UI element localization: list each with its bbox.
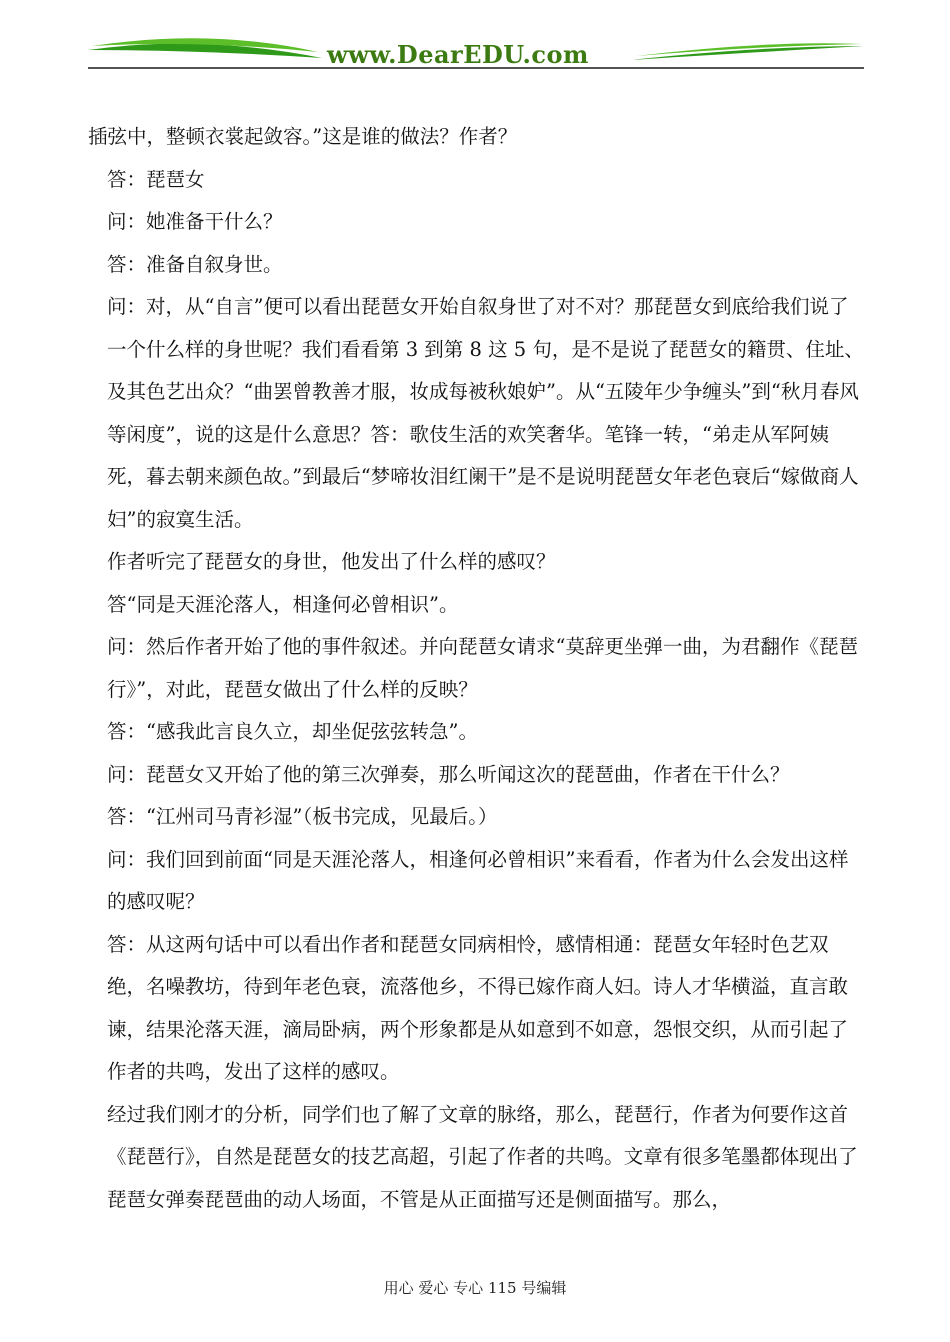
page-header <box>0 0 950 80</box>
paragraph: 插弦中，整顿衣裳起敛容。”这是谁的做法？作者？ <box>88 125 518 148</box>
paragraph: 答：从这两句话中可以看出作者和琵琶女同病相怜，感情相通：琵琶女年轻时色艺双绝，名噪教坊，待到年老色衰，流落他乡，不得已嫁作商人妇。诗人才华横溢，直言敢谏，结果沦落天涯，滴局卧病，两个形象都是从如意到不如意，怨恨交织，从而引起了作者的共鸣，发出了这样的感叹。 <box>107 932 849 1083</box>
paragraph: 问：我们回到前面“同是天涯沦落人，相逢何必曾相识”来看看，作者为什么会发出这样的感叹呢？ <box>107 847 849 913</box>
paragraph: 问：琵琶女又开始了他的第三次弹奏，那么听闻这次的琵琶曲，作者在干什么？ <box>107 762 790 786</box>
paragraph: 问：她准备干什么？ <box>107 210 283 233</box>
paragraph: 答：准备自叙身世。 <box>107 252 283 276</box>
paragraph: 答：琵琶女 <box>107 167 205 191</box>
paragraph: 经过我们刚才的分析，同学们也了解了文章的脉络，那么，琵琶行，作者为何要作这首《琵琶行》，自然是琵琶女的技艺高超，引起了作者的共鸣。文章有很多笔墨都体现出了琵琶女弹奏琵琶曲的动人场面，不管是从正面描写还是侧面描写。那么， <box>107 1102 858 1211</box>
paragraph: 答：“江州司马青衫湿”（板书完成，见最后。） <box>107 805 498 828</box>
document-body <box>88 116 866 1221</box>
paragraph: 答“同是天涯沦落人，相逢何必曾相识”。 <box>107 592 459 616</box>
paragraph: 问：然后作者开始了他的事件叙述。并向琵琶女请求“莫辞更坐弹一曲，为君翻作《琵琶行》”，对此，琵琶女做出了什么样的反映？ <box>107 635 858 701</box>
paragraph: 作者听完了琵琶女的身世，他发出了什么样的感叹？ <box>107 550 556 573</box>
site-logo-text: www.DearEDU.com <box>327 40 589 69</box>
paragraph: 问：对，从“自言”便可以看出琵琶女开始自叙身世了对不对？那琵琶女到底给我们说了一个什么样的身世呢？我们看看第 3 到第 8 这 5 句，是不是说了琵琶女的籍贯、住址、及其色艺出众？“曲罢曾教善才服，妆成每被秋娘妒”。从“五陵年少争缠头”到“秋月春风等闲度”，说的这是什么意思？答：歌伎生活的欢笑奢华。笔锋一转，“弟走从军阿姨死，暮去朝来颜色故。”到最后“梦啼妆泪红阑干”是不是说明琵琶女年老色衰后“嫁做商人妇”的寂寞生活。 <box>107 295 864 531</box>
paragraph: 答：“感我此言良久立，却坐促弦弦转急”。 <box>107 720 478 743</box>
page-footer: 用心 爱心 专心 115 号编辑 <box>383 1279 567 1297</box>
